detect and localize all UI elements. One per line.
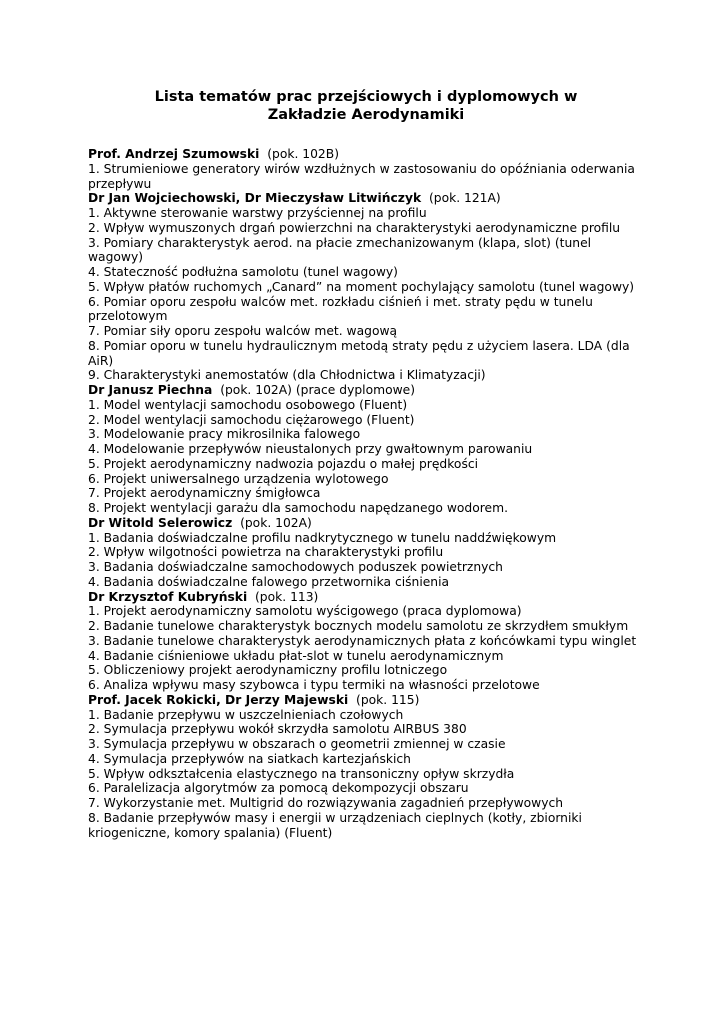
topic-item: 1. Badania doświadczalne profilu nadkrytycznego w tunelu naddźwiękowym (88, 530, 557, 545)
topic-item: 4. Badania doświadczalne falowego przetwornika ciśnienia (88, 574, 450, 589)
room-note: (pok. 102A) (prace dyplomowe) (220, 383, 416, 397)
supervisor-name: Prof. Jacek Rokicki, Dr Jerzy Majewski (88, 692, 349, 707)
supervisor-heading (88, 383, 644, 398)
topic-item: 1. Model wentylacji samochodu osobowego (Fluent) (88, 397, 408, 412)
supervisor-name: Dr Janusz Piechna (88, 383, 213, 397)
topic-item: 1. Badanie przepływu w uszczelnieniach czołowych (88, 707, 404, 722)
supervisor-name: Dr Krzysztof Kubryński (88, 589, 248, 604)
supervisor-name: Dr Jan Wojciechowski, Dr Mieczysław Litwińczyk (88, 191, 422, 206)
topic-item: 2. Wpływ wymuszonych drgań powierzchni na charakterystyki aerodynamiczne profilu (88, 220, 621, 235)
topic-item: 6. Paralelizacja algorytmów za pomocą dekompozycji obszaru (88, 781, 469, 796)
topic-item: 1. Projekt aerodynamiczny samolotu wyścigowego (praca dyplomowa) (88, 604, 522, 619)
topic-item: 5. Projekt aerodynamiczny nadwozia pojazdu o małej prędkości (88, 456, 479, 471)
topic-item: 7. Pomiar siły oporu zespołu walców met. wagową (88, 324, 398, 338)
topic-item: 2. Model wentylacji samochodu ciężarowego (Fluent) (88, 412, 415, 427)
document-page (88, 88, 644, 840)
supervisor-heading (88, 191, 644, 206)
topic-item: 8. Projekt wentylacji garażu dla samochodu napędzanego wodorem. (88, 501, 508, 515)
supervisor-name: Dr Witold Selerowicz (88, 515, 233, 530)
topic-item: 9. Charakterystyki anemostatów (dla Chłodnictwa i Klimatyzacji) (88, 368, 486, 383)
topic-item: 3. Badanie tunelowe charakterystyk aerodynamicznych płata z końcówkami typu winglet (88, 633, 637, 648)
topic-item: 1. Strumieniowe generatory wirów wzdłużnych w zastosowaniu do opóźniania oderwania przepływu (88, 161, 635, 191)
topic-item: 1. Aktywne sterowanie warstwy przyściennej na profilu (88, 206, 427, 220)
topic-item: 3. Badania doświadczalne samochodowych poduszek powietrznych (88, 560, 503, 574)
topic-item: 7. Wykorzystanie met. Multigrid do rozwiązywania zagadnień przepływowych (88, 796, 564, 810)
topic-item: 4. Badanie ciśnieniowe układu płat-slot w tunelu aerodynamicznym (88, 648, 504, 663)
topic-item: 7. Projekt aerodynamiczny śmigłowca (88, 486, 321, 501)
topic-item: 8. Badanie przepływów masy i energii w urządzeniach cieplnych (kotły, zbiorniki kriogeniczne, komory spalania) (Fluent) (88, 810, 582, 840)
supervisor-heading (88, 590, 644, 605)
topic-item: 4. Stateczność podłużna samolotu (tunel wagowy) (88, 265, 398, 279)
topic-item: 5. Wpływ płatów ruchomych „Canard” na moment pochylający samolotu (tunel wagowy) (88, 279, 635, 294)
topic-item: 8. Pomiar oporu w tunelu hydraulicznym metodą straty pędu z użyciem lasera. LDA (dla AiR) (88, 338, 630, 368)
topic-item: 6. Projekt uniwersalnego urządzenia wylotowego (88, 471, 389, 486)
title-line-2: Zakładzie Aerodynamiki (267, 107, 465, 123)
supervisor-name: Prof. Andrzej Szumowski (88, 147, 260, 161)
topic-item: 5. Obliczeniowy projekt aerodynamiczny profilu lotniczego (88, 663, 448, 678)
topic-item: 4. Modelowanie przepływów nieustalonych przy gwałtownym parowaniu (88, 442, 533, 456)
supervisor-heading (88, 693, 644, 708)
supervisor-heading (88, 147, 644, 162)
room-note: (pok. 121A) (428, 191, 501, 206)
topic-item: 2. Symulacja przepływu wokół skrzydła samolotu AIRBUS 380 (88, 722, 467, 737)
room-note: (pok. 102A) (240, 515, 312, 530)
topic-item: 4. Symulacja przepływów na siatkach kartezjańskich (88, 751, 411, 766)
room-note: (pok. 102B) (267, 147, 339, 161)
topic-item: 6. Analiza wpływu masy szybowca i typu termiki na własności przelotowe (88, 678, 540, 692)
room-note: (pok. 115) (356, 692, 420, 707)
supervisor-heading (88, 516, 644, 531)
topic-item: 5. Wpływ odkształcenia elastycznego na transoniczny opływ skrzydła (88, 766, 515, 781)
room-note: (pok. 113) (255, 589, 319, 604)
document-title (88, 88, 644, 124)
topic-item: 3. Pomiary charakterystyk aerod. na płacie zmechanizowanym (klapa, slot) (tunel wagowy) (88, 235, 592, 265)
title-line-1: Lista tematów prac przejściowych i dyplomowych w (154, 89, 578, 105)
topic-item: 3. Modelowanie pracy mikrosilnika falowego (88, 427, 361, 442)
topic-list (88, 147, 644, 840)
topic-item: 2. Wpływ wilgotności powietrza na charakterystyki profilu (88, 545, 444, 560)
topic-item: 2. Badanie tunelowe charakterystyk bocznych modelu samolotu ze skrzydłem smukłym (88, 619, 629, 633)
topic-item: 6. Pomiar oporu zespołu walców met. rozkładu ciśnień i met. straty pędu w tunelu przelotowym (88, 294, 593, 324)
topic-item: 3. Symulacja przepływu w obszarach o geometrii zmiennej w czasie (88, 737, 506, 751)
